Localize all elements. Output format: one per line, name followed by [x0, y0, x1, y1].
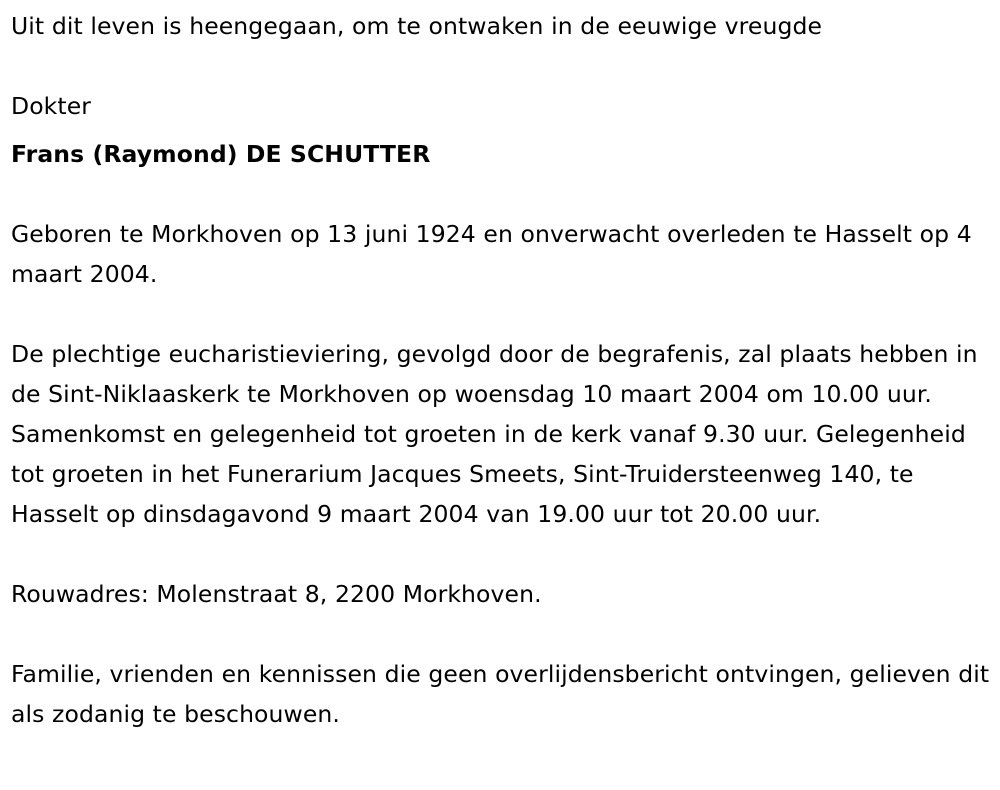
funeral-details-paragraph: De plechtige eucharistieviering, gevolgd door de begrafenis, zal plaats hebben in de Sint-Niklaaskerk te Morkhoven op woensdag 10 maart 2004 om 10.00 uur. Samenkomst en gelegenheid tot groeten in de kerk vanaf 9.30 uur. Gelegenheid tot groeten in het Funerarium Jacques Smeets, Sint-Truidersteenweg 140, te Hasselt op dinsdagavond 9 maart 2004 van 19.00 uur tot 20.00 uur. [11, 340, 978, 528]
deceased-name: Frans (Raymond) DE SCHUTTER [11, 140, 431, 168]
spacer [11, 294, 990, 334]
spacer [11, 126, 990, 134]
spacer [11, 46, 990, 86]
spacer [11, 534, 990, 574]
spacer [11, 174, 990, 214]
mourning-address: Rouwadres: Molenstraat 8, 2200 Morkhoven. [11, 580, 542, 608]
birth-death-paragraph: Geboren te Morkhoven op 13 juni 1924 en onverwacht overleden te Hasselt op 4 maart 2004. [11, 220, 972, 288]
professional-title: Dokter [11, 92, 92, 120]
closing-paragraph: Familie, vrienden en kennissen die geen overlijdensbericht ontvingen, gelieven dit als zodanig te beschouwen. [11, 660, 990, 728]
opening-line: Uit dit leven is heengegaan, om te ontwaken in de eeuwige vreugde [11, 12, 823, 40]
spacer [11, 614, 990, 654]
